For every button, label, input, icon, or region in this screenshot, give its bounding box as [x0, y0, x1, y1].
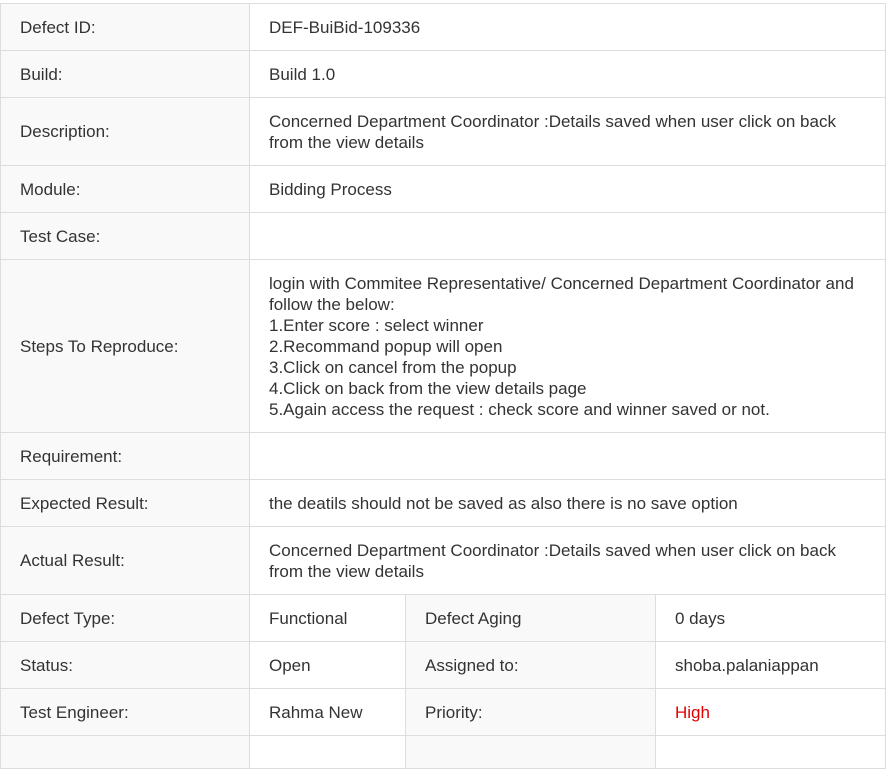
partial-cell-3: [406, 736, 656, 769]
test-case-value: [250, 213, 886, 260]
test-case-label: Test Case:: [1, 213, 250, 260]
steps-value: [250, 260, 886, 433]
steps-line-intro: login with Commitee Representative/ Concerned Department Coordinator and follow the below:: [269, 273, 854, 314]
requirement-label: Requirement:: [1, 433, 250, 480]
requirement-value: [250, 433, 886, 480]
row-partial-next: [1, 736, 886, 769]
row-test-engineer: [1, 689, 886, 736]
steps-label: Steps To Reproduce:: [1, 260, 250, 433]
partial-cell-2: [250, 736, 406, 769]
row-defect-id: [1, 4, 886, 51]
row-requirement: [1, 433, 886, 480]
priority-value: High: [656, 689, 886, 736]
module-value: Bidding Process: [250, 166, 886, 213]
defect-id-value: DEF-BuiBid-109336: [250, 4, 886, 51]
assigned-to-label: Assigned to:: [406, 642, 656, 689]
module-label: Module:: [1, 166, 250, 213]
status-label: Status:: [1, 642, 250, 689]
priority-label: Priority:: [406, 689, 656, 736]
row-status: [1, 642, 886, 689]
defect-type-value: Functional: [250, 595, 406, 642]
row-actual-result: [1, 527, 886, 595]
row-steps: [1, 260, 886, 433]
description-value: Concerned Department Coordinator :Details saved when user click on back from the view details: [250, 98, 886, 166]
steps-line-1: 1.Enter score : select winner: [269, 315, 484, 335]
expected-result-label: Expected Result:: [1, 480, 250, 527]
steps-line-5: 5.Again access the request : check score and winner saved or not.: [269, 399, 770, 419]
test-engineer-label: Test Engineer:: [1, 689, 250, 736]
defect-id-label: Defect ID:: [1, 4, 250, 51]
status-value: Open: [250, 642, 406, 689]
steps-line-3: 3.Click on cancel from the popup: [269, 357, 517, 377]
build-label: Build:: [1, 51, 250, 98]
actual-result-label: Actual Result:: [1, 527, 250, 595]
build-value: Build 1.0: [250, 51, 886, 98]
actual-result-value: Concerned Department Coordinator :Details saved when user click on back from the view details: [250, 527, 886, 595]
assigned-to-value: shoba.palaniappan: [656, 642, 886, 689]
steps-line-2: 2.Recommand popup will open: [269, 336, 503, 356]
row-expected-result: [1, 480, 886, 527]
partial-cell-1: [1, 736, 250, 769]
row-build: [1, 51, 886, 98]
partial-cell-4: [656, 736, 886, 769]
row-module: [1, 166, 886, 213]
defect-type-label: Defect Type:: [1, 595, 250, 642]
row-test-case: [1, 213, 886, 260]
row-description: [1, 98, 886, 166]
defect-details-table: [0, 3, 886, 769]
steps-line-4: 4.Click on back from the view details page: [269, 378, 587, 398]
row-defect-type: [1, 595, 886, 642]
defect-aging-label: Defect Aging: [406, 595, 656, 642]
description-label: Description:: [1, 98, 250, 166]
test-engineer-value: Rahma New: [250, 689, 406, 736]
defect-aging-value: 0 days: [656, 595, 886, 642]
expected-result-value: the deatils should not be saved as also there is no save option: [250, 480, 886, 527]
